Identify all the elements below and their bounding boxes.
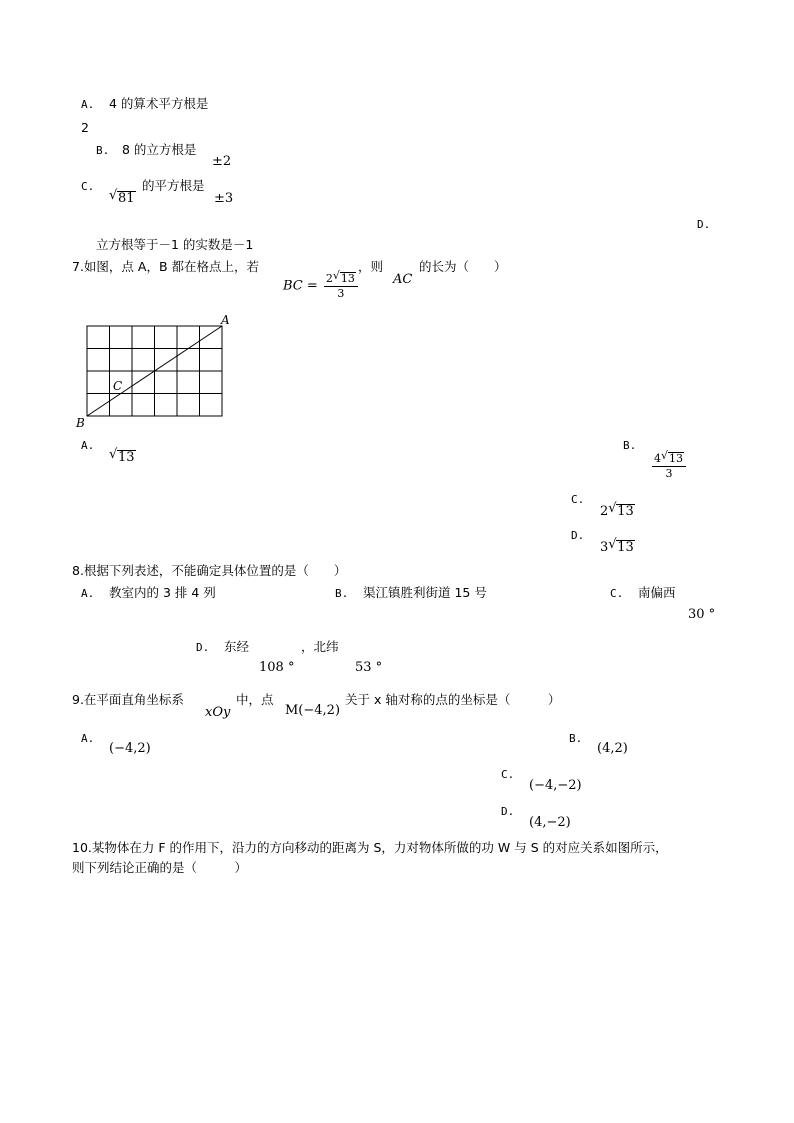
q7-target: AC bbox=[393, 272, 413, 287]
q8-option-b-text: 渠江镇胜利街道 15 号 bbox=[363, 585, 487, 600]
q8-option-a-text: 教室内的 3 排 4 列 bbox=[109, 585, 216, 600]
q7-option-a-radicand: 13 bbox=[118, 450, 135, 465]
q8-option-d-text1: 东经 bbox=[224, 639, 250, 654]
q7-cond-den: 3 bbox=[337, 287, 345, 301]
q7-option-d-coef: 3 bbox=[600, 540, 609, 555]
q8-option-a-label: A. bbox=[81, 587, 95, 600]
q6-option-d-label: D. bbox=[697, 218, 711, 231]
q7-cond-num-rad: 13 bbox=[340, 272, 355, 285]
q6-option-a-answer: 2 bbox=[81, 120, 89, 135]
q8-option-d-value2: 53 ° bbox=[355, 660, 383, 675]
q6-option-d-text: 立方根等于－1 的实数是－1 bbox=[96, 237, 254, 252]
q6-option-c-radicand: 81 bbox=[118, 191, 135, 206]
q8-option-c-value: 30 ° bbox=[688, 607, 716, 622]
q6-option-c-text: 的平方根是 bbox=[142, 178, 205, 193]
q7-option-c-coef: 2 bbox=[600, 504, 609, 519]
q8-stem: 8.根据下列表述，不能确定具体位置的是（ ） bbox=[72, 563, 347, 578]
q9-option-a-label: A. bbox=[81, 732, 95, 745]
q7-option-a-label: A. bbox=[81, 439, 95, 452]
q6-option-b-answer: ±2 bbox=[212, 154, 232, 169]
q7-stem-part2: ，则 bbox=[358, 259, 384, 274]
q7-condition-lhs: BC = bbox=[283, 278, 318, 294]
q10-stem-line1: 10.某物体在力 F 的作用下，沿力的方向移动的距离为 S，力对物体所做的功 W 与 S 的对应关系如图所示， bbox=[72, 840, 668, 855]
q9-stem-part1: 9.在平面直角坐标系 bbox=[72, 692, 184, 707]
q7-option-b-num-rad: 13 bbox=[669, 452, 683, 465]
q9-system: xOy bbox=[205, 705, 231, 720]
q9-option-b-value: (4,2) bbox=[597, 741, 628, 756]
q9-stem-part3: 关于 x 轴对称的点的坐标是（ ） bbox=[345, 692, 561, 707]
q8-option-d-value1: 108 ° bbox=[259, 660, 295, 675]
q8-option-b-label: B. bbox=[335, 587, 349, 600]
q7-stem-part1: 7.如图，点 A，B 都在格点上，若 bbox=[72, 259, 260, 274]
q9-point: M(−4,2) bbox=[285, 703, 341, 718]
q7-option-b-num-coef: 4 bbox=[654, 452, 661, 465]
q8-option-c-text: 南偏西 bbox=[638, 585, 676, 600]
q6-option-a-text: 4 的算术平方根是 bbox=[109, 96, 209, 111]
q6-option-b-label: B. bbox=[96, 144, 110, 157]
q7-stem-part3: 的长为（ ） bbox=[419, 259, 507, 274]
q6-option-c-sqrt: √ 81 bbox=[109, 188, 135, 206]
q7-label-a: A bbox=[221, 313, 230, 327]
q7-grid-figure bbox=[74, 312, 239, 432]
q7-option-b-value: 4 √ 13 3 bbox=[652, 452, 686, 480]
q7-option-d-value: 3 √ 13 bbox=[600, 537, 634, 555]
q8-option-c-label: C. bbox=[610, 587, 624, 600]
q6-option-c-answer: ±3 bbox=[214, 191, 234, 206]
q7-condition: BC = 2 √ 13 3 bbox=[283, 272, 358, 300]
q7-option-c-radicand: 13 bbox=[617, 504, 634, 519]
q7-option-c-label: C. bbox=[571, 493, 585, 506]
q7-label-b: B bbox=[76, 416, 85, 430]
q9-option-d-value: (4,−2) bbox=[529, 815, 571, 830]
q7-option-d-radicand: 13 bbox=[617, 540, 634, 555]
q7-cond-num-coef: 2 bbox=[325, 272, 333, 285]
q7-option-d-label: D. bbox=[571, 529, 585, 542]
q7-label-c: C bbox=[113, 379, 123, 393]
q10-stem-line2: 则下列结论正确的是（ ） bbox=[72, 860, 248, 875]
q9-option-b-label: B. bbox=[569, 732, 583, 745]
q9-option-d-label: D. bbox=[501, 805, 515, 818]
q8-option-d-label: D. bbox=[196, 641, 210, 654]
q6-option-a-label: A. bbox=[81, 98, 95, 111]
q9-stem-part2: 中，点 bbox=[236, 692, 274, 707]
q8-option-d-text2: ，北纬 bbox=[301, 639, 339, 654]
q7-option-c-value: 2 √ 13 bbox=[600, 501, 634, 519]
q9-option-a-value: (−4,2) bbox=[109, 741, 151, 756]
q6-option-b-text: 8 的立方根是 bbox=[122, 142, 197, 157]
q7-option-a-value: √ 13 bbox=[109, 447, 135, 465]
q9-option-c-value: (−4,−2) bbox=[529, 778, 582, 793]
q6-option-c-label: C. bbox=[81, 180, 95, 193]
q7-option-b-label: B. bbox=[623, 439, 637, 452]
q9-option-c-label: C. bbox=[501, 768, 515, 781]
q7-option-b-den: 3 bbox=[665, 467, 673, 481]
